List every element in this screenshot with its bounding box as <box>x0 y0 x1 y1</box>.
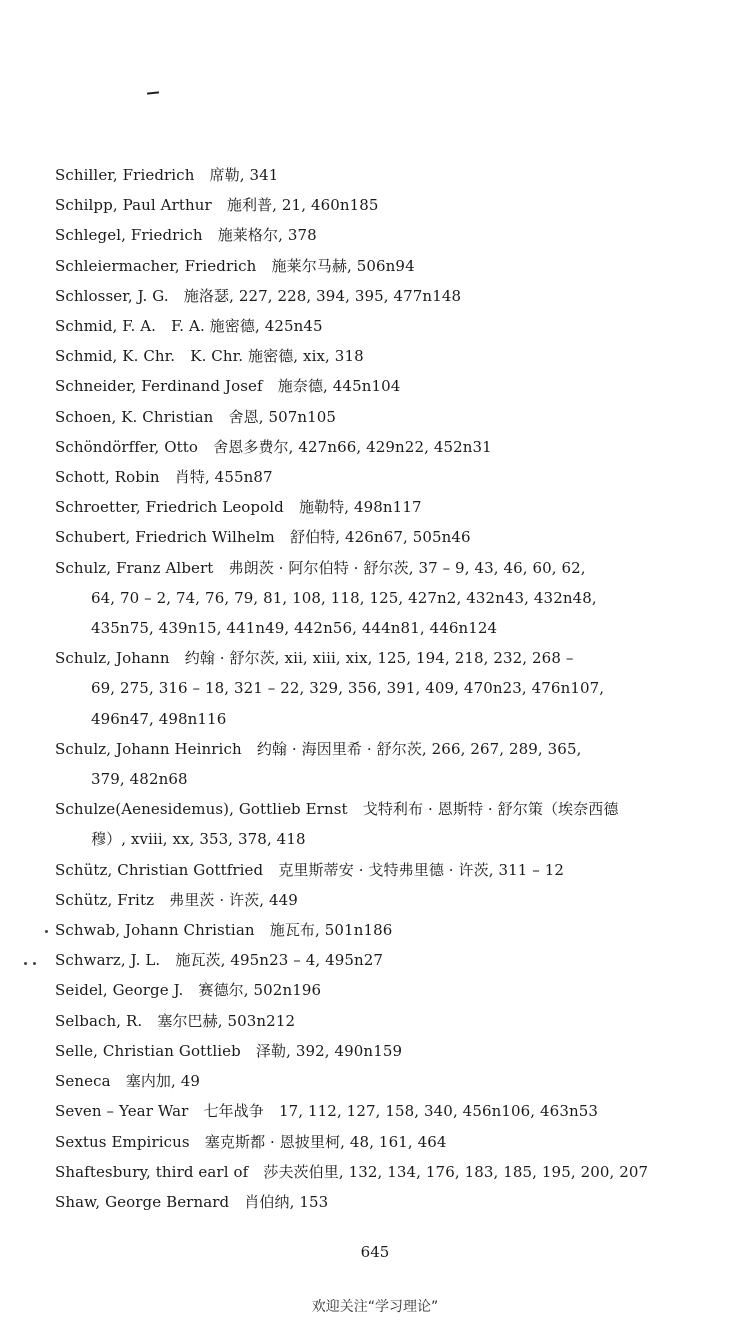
index-entry <box>55 522 695 552</box>
index-entry <box>55 341 695 371</box>
index-entry <box>55 1066 695 1096</box>
index-entry <box>55 432 695 462</box>
index-entry <box>55 885 695 915</box>
index-entry-continuation: 穆）, xviii, xx, 353, 378, 418 <box>91 830 306 849</box>
index-entry <box>55 643 695 734</box>
index-entry-line: Sextus Empiricus 塞克斯都 · 恩披里柯, 48, 161, 464 <box>55 1132 447 1151</box>
index-entry-line: Schöndörffer, Otto 舍恩多费尔, 427n66, 429n22, 452n31 <box>55 437 492 456</box>
index-entry-line: Schlegel, Friedrich 施莱格尔, 378 <box>55 226 317 245</box>
index-entry <box>55 915 695 945</box>
index-entry-line: Schubert, Friedrich Wilhelm 舒伯特, 426n67, 505n46 <box>55 528 471 547</box>
index-entry-continuation: 64, 70 – 2, 74, 76, 79, 81, 108, 118, 125, 427n2, 432n43, 432n48, <box>91 588 597 607</box>
stray-dot <box>33 962 36 965</box>
index-entry-line: Schoen, K. Christian 舍恩, 507n105 <box>55 407 337 426</box>
index-entry-line: Schroetter, Friedrich Leopold 施勒特, 498n117 <box>55 498 422 517</box>
stray-dot <box>24 962 27 965</box>
index-entry <box>55 220 695 250</box>
index-entry-line: Selbach, R. 塞尔巴赫, 503n212 <box>55 1011 296 1030</box>
index-entry-line: Seneca 塞内加, 49 <box>55 1072 201 1091</box>
index-entry-line: Selle, Christian Gottlieb 泽勒, 392, 490n159 <box>55 1041 403 1060</box>
index-entry <box>55 462 695 492</box>
index-entry-line: Schütz, Fritz 弗里茨 · 许茨, 449 <box>55 890 298 909</box>
index-entry-line: Schmid, K. Chr. K. Chr. 施密德, xix, 318 <box>55 347 364 366</box>
index-entry-line: Schwab, Johann Christian 施瓦布, 501n186 <box>55 921 393 940</box>
index-entry <box>55 371 695 401</box>
index-entry <box>55 1157 695 1187</box>
index-entry-line: Schwarz, J. L. 施瓦茨, 495n23 – 4, 495n27 <box>55 951 384 970</box>
index-entry <box>55 855 695 885</box>
index-entry <box>55 1127 695 1157</box>
index-entry-line: Schlosser, J. G. 施洛瑟, 227, 228, 394, 395, 477n148 <box>55 286 462 305</box>
stray-mark <box>147 91 159 94</box>
index-entry-continuation: 496n47, 498n116 <box>91 709 227 728</box>
index-entry <box>55 492 695 522</box>
index-entry-line: Shaw, George Bernard 肖伯纳, 153 <box>55 1192 329 1211</box>
page-number: 645 <box>360 1243 390 1261</box>
stray-dot <box>45 930 48 933</box>
index-entry-line: Schulz, Johann 约翰 · 舒尔茨, xii, xiii, xix, 125, 194, 218, 232, 268 – <box>55 649 574 668</box>
index-entry <box>55 975 695 1005</box>
index-entry <box>55 1006 695 1036</box>
index-entry <box>55 251 695 281</box>
footer-note: 欢迎关注“学习理论” <box>311 1299 439 1315</box>
index-entry <box>55 794 695 854</box>
index-entry-line: Schulze(Aenesidemus), Gottlieb Ernst 戈特利布 · 恩斯特 · 舒尔策（埃奈西德 <box>55 800 619 819</box>
index-entry-line: Schleiermacher, Friedrich 施莱尔马赫, 506n94 <box>55 256 415 275</box>
index-entry <box>55 402 695 432</box>
index-entry-line: Schott, Robin 肖特, 455n87 <box>55 468 273 487</box>
index-entry-line: Schmid, F. A. F. A. 施密德, 425n45 <box>55 317 323 336</box>
index-entry <box>55 311 695 341</box>
index-entry-line: Schütz, Christian Gottfried 克里斯蒂安 · 戈特弗里德 · 许茨, 311 – 12 <box>55 860 565 879</box>
index-entry-continuation: 435n75, 439n15, 441n49, 442n56, 444n81, 446n124 <box>91 619 498 638</box>
index-entry <box>55 1036 695 1066</box>
index-entry <box>55 1096 695 1126</box>
index-entry <box>55 1187 695 1217</box>
index-entry <box>55 734 695 794</box>
index-entry-line: Shaftesbury, third earl of 莎夫茨伯里, 132, 134, 176, 183, 185, 195, 200, 207 <box>55 1162 649 1181</box>
index-entry-continuation: 379, 482n68 <box>91 770 188 789</box>
index-entry-list <box>55 160 695 1217</box>
index-entry-line: Schulz, Franz Albert 弗朗茨 · 阿尔伯特 · 舒尔茨, 37 – 9, 43, 46, 60, 62, <box>55 558 586 577</box>
index-entry-line: Schilpp, Paul Arthur 施利普, 21, 460n185 <box>55 196 379 215</box>
index-entry-line: Seidel, George J. 赛德尔, 502n196 <box>55 981 322 1000</box>
index-entry-line: Seven – Year War 七年战争 17, 112, 127, 158, 340, 456n106, 463n53 <box>55 1102 599 1121</box>
index-entry-continuation: 69, 275, 316 – 18, 321 – 22, 329, 356, 391, 409, 470n23, 476n107, <box>91 679 605 698</box>
index-entry <box>55 190 695 220</box>
index-entry <box>55 553 695 644</box>
index-entry <box>55 281 695 311</box>
index-entry-line: Schneider, Ferdinand Josef 施奈德, 445n104 <box>55 377 401 396</box>
index-entry-line: Schiller, Friedrich 席勒, 341 <box>55 166 279 184</box>
index-entry-line: Schulz, Johann Heinrich 约翰 · 海因里希 · 舒尔茨, 266, 267, 289, 365, <box>55 739 582 758</box>
index-entry <box>55 945 695 975</box>
index-entry <box>55 160 695 190</box>
